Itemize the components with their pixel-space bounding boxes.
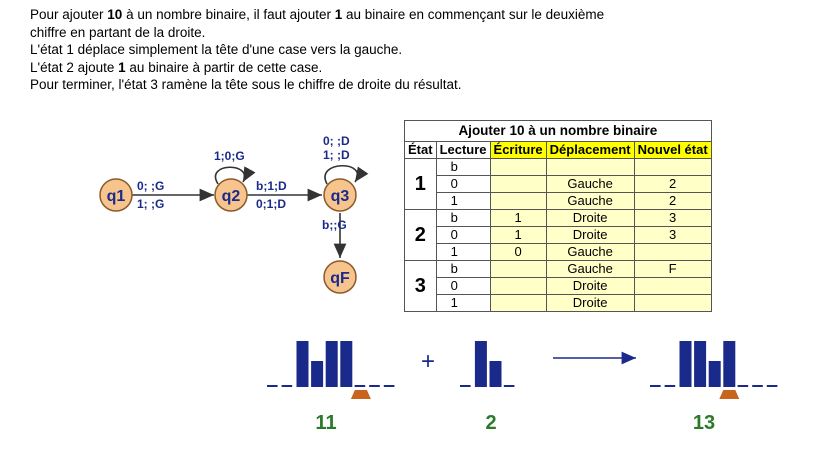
plus-sign: + xyxy=(420,348,436,375)
tape-blank xyxy=(267,385,278,387)
intro-line-3: L'état 1 déplace simplement la tête d'une case vers la gauche. xyxy=(30,42,403,58)
label-q2-q3-b: 0;1;D xyxy=(256,197,287,211)
label-q3-loop-b: 1; ;D xyxy=(323,148,350,162)
tape-head xyxy=(351,390,371,399)
tape-bit-one xyxy=(694,341,706,387)
header-nouvel-etat: Nouvel état xyxy=(634,142,711,159)
label-q1-q2-a: 0; ;G xyxy=(137,179,165,193)
deplacement-cell: Gauche xyxy=(546,244,634,261)
ecriture-cell xyxy=(490,278,546,295)
label-q3-qf: b;;G xyxy=(322,218,347,232)
table-title: Ajouter 10 à un nombre binaire xyxy=(405,121,712,142)
tape-bit-zero xyxy=(490,361,502,387)
lecture-cell: 1 xyxy=(436,295,490,312)
table-row xyxy=(405,210,712,227)
tape-bit-one xyxy=(326,341,338,387)
deplacement-cell: Droite xyxy=(546,227,634,244)
tape-bit-one xyxy=(680,341,692,387)
tape-b xyxy=(460,341,514,387)
header-lecture: Lecture xyxy=(436,142,490,159)
deplacement-cell: Droite xyxy=(546,278,634,295)
nouvel-etat-cell xyxy=(634,295,711,312)
nouvel-etat-cell: 2 xyxy=(634,193,711,210)
automaton-diagram xyxy=(100,134,358,293)
tape-bit-zero xyxy=(311,361,323,387)
tape-blank xyxy=(767,385,778,387)
lecture-cell: b xyxy=(436,261,490,278)
nouvel-etat-cell xyxy=(634,159,711,176)
ecriture-cell xyxy=(490,159,546,176)
svg-text:q1: q1 xyxy=(106,188,126,205)
tape-bit-one xyxy=(723,341,735,387)
lecture-cell: 1 xyxy=(436,193,490,210)
deplacement-cell: Gauche xyxy=(546,193,634,210)
table-row xyxy=(405,244,712,261)
table-row xyxy=(405,295,712,312)
ecriture-cell: 0 xyxy=(490,244,546,261)
svg-text:q3: q3 xyxy=(330,188,350,205)
etat-cell: 3 xyxy=(405,261,437,312)
lecture-cell: 0 xyxy=(436,227,490,244)
lecture-cell: 0 xyxy=(436,278,490,295)
table-row xyxy=(405,176,712,193)
tape-blank xyxy=(282,385,293,387)
deplacement-cell: Gauche xyxy=(546,176,634,193)
nouvel-etat-cell: 2 xyxy=(634,176,711,193)
tape-blank xyxy=(355,385,366,387)
label-q2-q3-a: b;1;D xyxy=(256,179,287,193)
nouvel-etat-cell xyxy=(634,244,711,261)
tape-blank xyxy=(384,385,395,387)
label-q1-q2-b: 1; ;G xyxy=(137,197,165,211)
tape-a xyxy=(267,341,394,399)
nouvel-etat-cell xyxy=(634,278,711,295)
deplacement-cell: Gauche xyxy=(546,261,634,278)
etat-cell: 1 xyxy=(405,159,437,210)
tape-blank xyxy=(738,385,749,387)
lecture-cell: b xyxy=(436,210,490,227)
tape-a-label: 11 xyxy=(315,412,337,434)
state-qf xyxy=(324,261,356,293)
deplacement-cell: Droite xyxy=(546,210,634,227)
table-row xyxy=(405,193,712,210)
ecriture-cell xyxy=(490,295,546,312)
tape-bit-zero xyxy=(709,361,721,387)
tape-blank xyxy=(665,385,676,387)
etat-cell: 2 xyxy=(405,210,437,261)
svg-text:q2: q2 xyxy=(221,188,241,205)
label-q2-loop: 1;0;G xyxy=(214,149,245,163)
ecriture-cell: 1 xyxy=(490,227,546,244)
table-row xyxy=(405,261,712,278)
tape-bit-one xyxy=(297,341,309,387)
tape-head xyxy=(719,390,739,399)
tape-blank xyxy=(504,385,515,387)
deplacement-cell: Droite xyxy=(546,295,634,312)
nouvel-etat-cell: F xyxy=(634,261,711,278)
ecriture-cell xyxy=(490,261,546,278)
header-etat: État xyxy=(405,142,437,159)
tape-c-label: 13 xyxy=(692,412,716,434)
ecriture-cell xyxy=(490,193,546,210)
lecture-cell: b xyxy=(436,159,490,176)
nouvel-etat-cell: 3 xyxy=(634,227,711,244)
nouvel-etat-cell: 3 xyxy=(634,210,711,227)
ecriture-cell xyxy=(490,176,546,193)
tape-blank xyxy=(369,385,380,387)
intro-line-4: L'état 2 ajoute 1 au binaire à partir de cette case. xyxy=(30,59,323,75)
header-ecriture: Écriture xyxy=(490,142,546,159)
intro-line-2: chiffre en partant de la droite. xyxy=(30,24,206,40)
state-q2 xyxy=(215,179,247,211)
tape-blank xyxy=(460,385,471,387)
tape-c xyxy=(650,341,777,399)
tape-blank xyxy=(752,385,763,387)
state-q3 xyxy=(324,179,356,211)
state-q1 xyxy=(100,179,132,211)
table-row xyxy=(405,227,712,244)
header-deplacement: Déplacement xyxy=(546,142,634,159)
intro-line-1: Pour ajouter 10 à un nombre binaire, il faut ajouter 1 au binaire en commençant sur le deuxième xyxy=(30,7,605,22)
lecture-cell: 0 xyxy=(436,176,490,193)
lecture-cell: 1 xyxy=(436,244,490,261)
tape-bit-one xyxy=(340,341,352,387)
table-row xyxy=(405,278,712,295)
ecriture-cell: 1 xyxy=(490,210,546,227)
tape-b-label: 2 xyxy=(485,412,497,434)
label-q3-loop-a: 0; ;D xyxy=(323,134,350,148)
svg-text:qF: qF xyxy=(330,270,350,287)
tape-bit-one xyxy=(475,341,487,387)
tape-blank xyxy=(650,385,661,387)
transition-table xyxy=(404,120,712,312)
intro-line-5: Pour terminer, l'état 3 ramène la tête sous le chiffre de droite du résultat. xyxy=(30,77,462,93)
deplacement-cell xyxy=(546,159,634,176)
table-row xyxy=(405,159,712,176)
